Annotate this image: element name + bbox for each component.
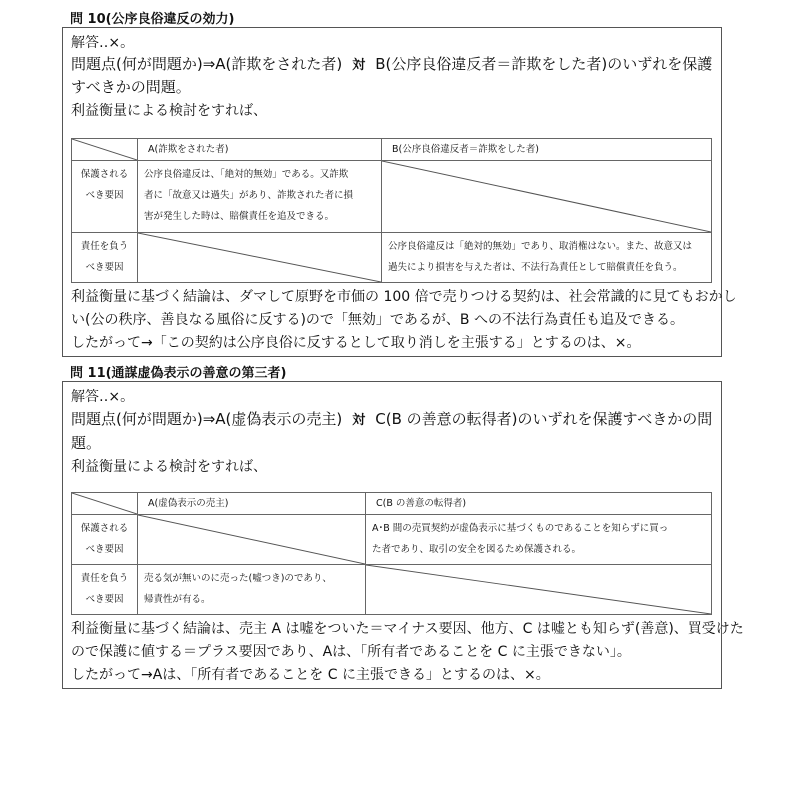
q10-row1-a: 公序良俗違反は、「絶対的無効」である。又詐欺 者に「故意又は過失」があり、詐欺された者に損 害が発生した時は、賠償責任を追及できる。 <box>138 161 382 233</box>
q10-issue-post: B(公序良俗違反者＝詐欺をした者)のいずれを保護 <box>375 55 713 73</box>
q10-table <box>71 138 712 283</box>
q11-issue-pre: 問題点(何が問題か)⇒A(虚偽表示の売主) <box>71 410 343 428</box>
q10-col-a: A(詐欺をされた者) <box>138 139 382 161</box>
q11-corner-cell <box>72 493 138 515</box>
q10-row2-label: 責任を負う べき要因 <box>72 233 138 283</box>
q10-issue-cont: すべきかの問題。 <box>71 78 191 96</box>
q10-corner-cell <box>72 139 138 161</box>
q10-row1-b-empty <box>382 161 712 233</box>
q11-intro: 利益衡量による検討をすれば、 <box>71 459 267 475</box>
q11-col-b: C(B の善意の転得者) <box>366 493 712 515</box>
q10-conclusion-1: 利益衡量に基づく結論は、ダマして原野を市価の 100 倍で売りつける契約は、社会常識的に見てもおかし <box>71 289 737 305</box>
q10-title: 問 10(公序良俗違反の効力) <box>70 12 235 27</box>
q11-issue-cont: 題。 <box>71 434 102 452</box>
q10-col-b: B(公序良俗違反者＝詐欺をした者) <box>382 139 712 161</box>
q10-issue <box>71 55 712 75</box>
q11-row1-b: A･B 間の売買契約が虚偽表示に基づくものであることを知らずに買っ た者であり、取引の安全を図るため保護される。 <box>366 515 712 565</box>
q10-conclusion-2: い(公の秩序、善良なる風俗に反する)ので「無効」であるが、B への不法行為責任も追及できる。 <box>71 312 684 328</box>
q10-row2-a-empty <box>138 233 382 283</box>
q10-vs: 対 <box>352 58 366 73</box>
q11-title: 問 11(通謀虚偽表示の善意の第三者) <box>70 366 287 381</box>
q10-row1-label: 保護される べき要因 <box>72 161 138 233</box>
q11-row1-label: 保護される べき要因 <box>72 515 138 565</box>
q11-issue <box>71 410 712 430</box>
q11-row2-label: 責任を負う べき要因 <box>72 565 138 615</box>
q11-row2-a: 売る気が無いのに売った(嘘つき)のであり、 帰責性が有る。 <box>138 565 366 615</box>
q10-box <box>62 27 737 357</box>
q11-box <box>62 381 744 689</box>
q11-answer: 解答‥×。 <box>71 389 135 405</box>
q10-row2-b: 公序良俗違反は「絶対的無効」であり、取消権はない。また、故意又は 過失により損害を与えた者は、不法行為責任として賠償責任を負う。 <box>382 233 712 283</box>
q10-issue-pre: 問題点(何が問題か)⇒A(詐欺をされた者) <box>71 55 343 73</box>
q11-vs: 対 <box>352 413 366 428</box>
q10-answer: 解答‥×。 <box>71 35 135 51</box>
q11-table <box>71 492 712 615</box>
q11-conclusion-3: したがって→Aは、「所有者であることを C に主張できる」とするのは、×。 <box>71 667 550 683</box>
q10-conclusion-3: したがって→「この契約は公序良俗に反するとして取り消しを主張する」とするのは、×。 <box>71 335 641 351</box>
q11-row2-b-empty <box>366 565 712 615</box>
q11-col-a: A(虚偽表示の売主) <box>138 493 366 515</box>
q11-conclusion-2: ので保護に値する＝プラス要因であり、Aは、「所有者であることを C に主張できない」。 <box>71 644 631 660</box>
q11-issue-post: C(B の善意の転得者)のいずれを保護すべきかの問 <box>375 410 713 428</box>
q11-conclusion-1: 利益衡量に基づく結論は、売主 A は嘘をついた＝マイナス要因、他方、C は嘘とも知らず(善意)、買受けた <box>71 621 744 637</box>
q10-intro: 利益衡量による検討をすれば、 <box>71 103 267 119</box>
q11-row1-a-empty <box>138 515 366 565</box>
